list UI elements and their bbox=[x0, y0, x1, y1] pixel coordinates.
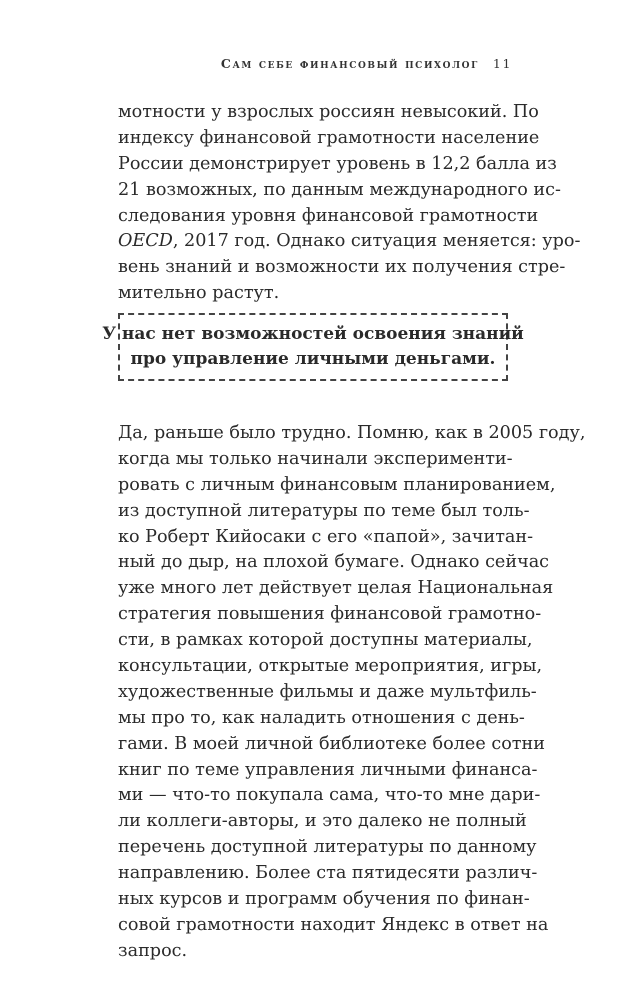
text-line: Да, раньше было трудно. Помню, как в 2005 году, bbox=[118, 423, 586, 443]
text-line: ных курсов и программ обучения по финан- bbox=[118, 889, 530, 910]
text-line: стратегия повышения финансовой грамотно- bbox=[118, 604, 542, 625]
text-line: 21 возможных, по данным международного ис- bbox=[118, 179, 561, 200]
text-line: ко Роберт Кийосаки с его «папой», зачитан- bbox=[118, 526, 534, 547]
paragraph-1 bbox=[118, 100, 581, 307]
text-line: ный до дыр, на плохой бумаге. Однако сейчас bbox=[118, 552, 550, 573]
text-line: запрос. bbox=[118, 940, 188, 961]
text-line: следования уровня финансовой грамотности bbox=[118, 205, 539, 226]
text-line: из доступной литературы по теме был толь- bbox=[118, 500, 530, 521]
text-line: вень знаний и возможности их получения стре- bbox=[118, 257, 566, 278]
page-number: 11 bbox=[492, 56, 512, 71]
callout-line: У нас нет возможностей освоения знаний bbox=[102, 324, 524, 344]
paragraph-2 bbox=[118, 421, 586, 965]
text-line: гами. В моей личной библиотеке более сотни bbox=[118, 733, 545, 754]
text-line: направлению. Более ста пятидесяти различ- bbox=[118, 863, 538, 884]
text-line: мотности у взрослых россиян невысокий. По bbox=[118, 102, 539, 122]
text-line: перечень доступной литературы по данному bbox=[118, 837, 537, 858]
text-line: ровать с личным финансовым планированием, bbox=[118, 474, 556, 495]
text-line: России демонстрирует уровень в 12,2 балла из bbox=[118, 153, 557, 174]
running-header bbox=[221, 56, 512, 71]
text-line: ми — что-то покупала сама, что-то мне дари- bbox=[118, 785, 541, 806]
text-line: мительно растут. bbox=[118, 283, 280, 304]
callout-box bbox=[102, 313, 524, 381]
text-line: совой грамотности находит Яндекс в ответ на bbox=[118, 914, 549, 935]
text-line: консультации, открытые мероприятия, игры, bbox=[118, 656, 543, 677]
callout-line: про управление личными деньгами. bbox=[130, 349, 496, 369]
text-line: ли коллеги-авторы, и это далеко не полный bbox=[118, 811, 527, 832]
text-line: индексу финансовой грамотности население bbox=[118, 127, 540, 148]
text-line: книг по теме управления личными финанса- bbox=[118, 759, 538, 780]
text-line: художественные фильмы и даже мультфиль- bbox=[118, 681, 537, 702]
running-title: Сам себе финансовый психолог bbox=[220, 56, 479, 71]
text-line: мы про то, как наладить отношения с день- bbox=[118, 707, 525, 728]
text-line: уже много лет действует целая Национальная bbox=[118, 578, 554, 599]
text-line: сти, в рамках которой доступны материалы, bbox=[118, 630, 533, 651]
text-line: OECD, 2017 год. Однако ситуация меняется: уро- bbox=[118, 231, 581, 252]
text-line: когда мы только начинали эксперименти- bbox=[118, 448, 513, 469]
